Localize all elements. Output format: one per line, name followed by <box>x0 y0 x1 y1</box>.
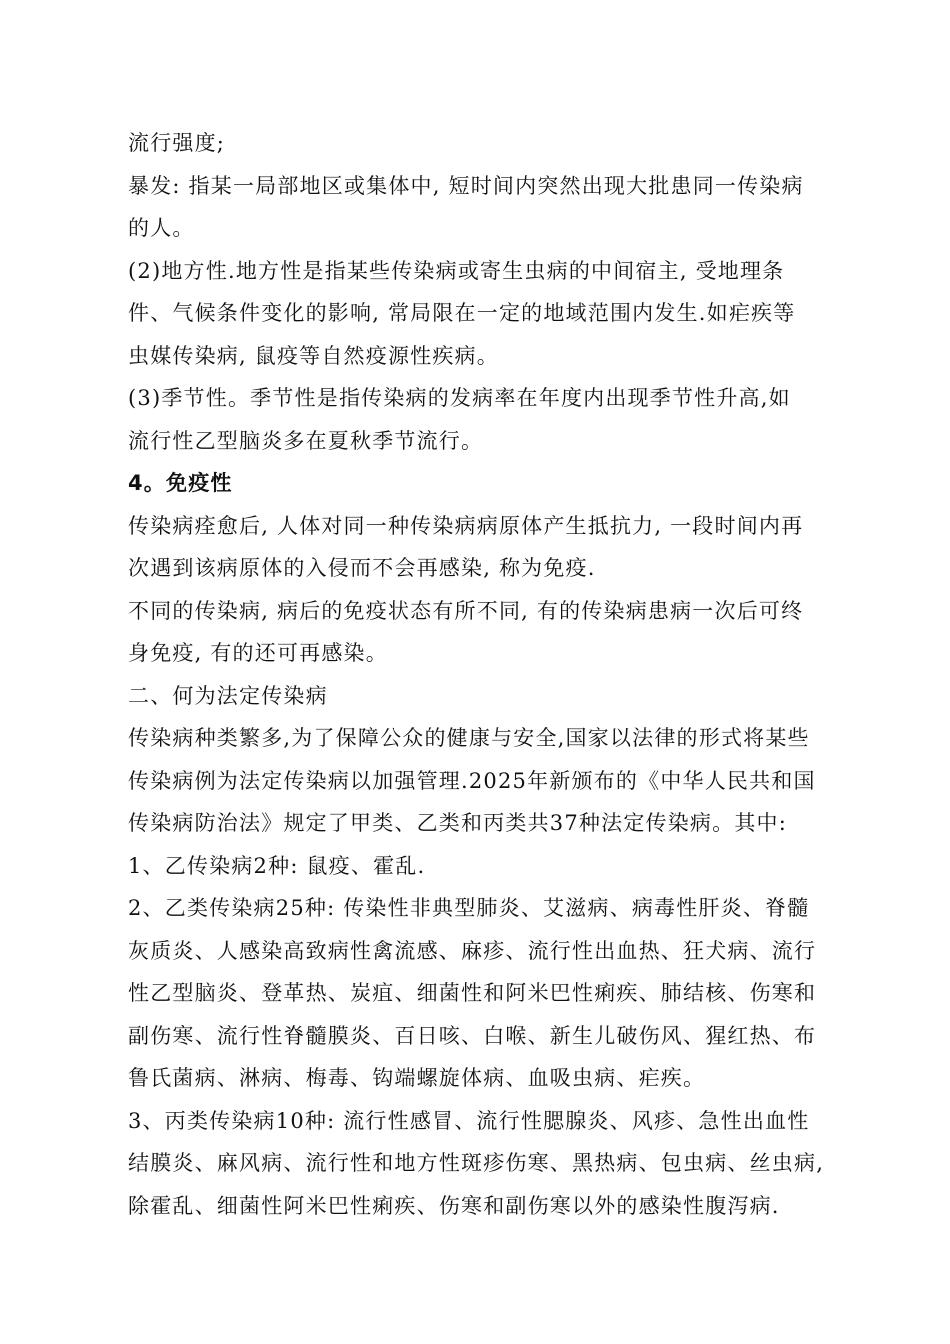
text-line: 2、乙类传染病25种: 传染性非典型肺炎、艾滋病、病毒性肝炎、脊髓 <box>128 896 810 920</box>
text-line: 传染病种类繁多,为了保障公众的健康与安全,国家以法律的形式将某些 <box>128 726 810 750</box>
text-line: 1、乙传染病2种: 鼠疫、霍乱. <box>128 853 426 878</box>
text-line: 暴发: 指某一局部地区或集体中, 短时间内突然出现大批患同一传染病 <box>128 173 804 198</box>
text-line: 流行强度; <box>128 131 226 155</box>
text-line: (3)季节性。季节性是指传染病的发病率在年度内出现季节性升高,如 <box>128 386 791 410</box>
text-line: 不同的传染病, 病后的免疫状态有所不同, 有的传染病患病一次后可终 <box>128 598 804 623</box>
text-line: 传染病痊愈后, 人体对同一种传染病病原体产生抵抗力, 一段时间内再 <box>128 513 804 538</box>
text-line: 传染病例为法定传染病以加强管理.2025年新颁布的《中华人民共和国 <box>128 768 816 793</box>
text-line: 鲁氏菌病、淋病、梅毒、钩端螺旋体病、血吸虫病、疟疾。 <box>128 1066 706 1090</box>
text-line: 3、丙类传染病10种: 流行性感冒、流行性腮腺炎、风疹、急性出血性 <box>128 1108 810 1133</box>
text-line: 身免疫, 有的还可再感染。 <box>128 641 388 665</box>
section-heading: 4。免疫性 <box>128 471 233 495</box>
text-line: 副伤寒、流行性脊髓膜炎、百日咳、白喉、新生儿破伤风、猩红热、布 <box>128 1023 817 1048</box>
text-line: 结膜炎、麻风病、流行性和地方性斑疹伤寒、黑热病、包虫病、丝虫病, <box>128 1151 825 1175</box>
text-line: 传染病防治法》规定了甲类、乙类和丙类共37种法定传染病。其中: <box>128 811 787 835</box>
text-line: (2)地方性.地方性是指某些传染病或寄生虫病的中间宿主, 受地理条 <box>128 258 785 283</box>
text-line: 件、气候条件变化的影响, 常局限在一定的地域范围内发生.如疟疾等 <box>128 301 796 325</box>
text-line: 虫媒传染病, 鼠疫等自然疫源性疾病。 <box>128 343 499 368</box>
text-line: 的人。 <box>128 216 195 240</box>
text-line: 流行性乙型脑炎多在夏秋季节流行。 <box>128 428 484 453</box>
document-page <box>128 122 828 1227</box>
text-line: 灰质炎、人感染高致病性禽流感、麻疹、流行性出血热、狂犬病、流行 <box>128 938 817 963</box>
text-line: 二、何为法定传染病 <box>128 683 328 708</box>
text-line: 除霍乱、细菌性阿米巴性痢疾、伤寒和副伤寒以外的感染性腹泻病. <box>128 1193 780 1218</box>
text-line: 次遇到该病原体的入侵而不会再感染, 称为免疫. <box>128 556 596 580</box>
text-line: 性乙型脑炎、登革热、炭疽、细菌性和阿米巴性痢疾、肺结核、伤寒和 <box>128 981 817 1005</box>
